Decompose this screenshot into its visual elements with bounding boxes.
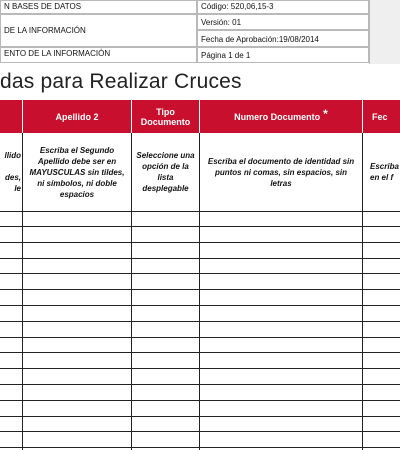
table-row[interactable]	[0, 433, 400, 448]
table-row[interactable]	[0, 307, 400, 322]
instruction-cell-fecha: Escriba en el f	[363, 133, 400, 212]
table-row[interactable]	[0, 354, 400, 369]
table-row[interactable]	[0, 417, 400, 432]
table-row[interactable]	[0, 228, 400, 243]
instruction-cell-numero-documento: Escriba el documento de identidad sin puntos ni comas, sin espacios, sin letras	[200, 133, 363, 212]
header-version: Versión: 01	[197, 14, 369, 30]
table-row[interactable]	[0, 338, 400, 353]
document-header	[0, 0, 400, 64]
table-row[interactable]	[0, 323, 400, 338]
instruction-cell-apellido-2: Escriba el Segundo Apellido debe ser en MAYUSCULAS sin tildes, ni símbolos, ni doble espacios	[23, 133, 132, 212]
instruction-cell-1: llido des, le	[0, 133, 23, 212]
table-row[interactable]	[0, 386, 400, 401]
required-star-icon: *	[323, 106, 328, 121]
column-header-1	[0, 100, 23, 133]
column-header-apellido-2: Apellido 2	[23, 100, 132, 133]
header-code: Código: 520,06,15-3	[197, 0, 369, 14]
column-divider	[22, 133, 23, 450]
header-left-line-1: N BASES DE DATOS	[0, 0, 197, 14]
table-row[interactable]	[0, 259, 400, 274]
instruction-cell-tipo-documento: Seleccione una opción de la lista desplegable	[132, 133, 200, 212]
column-header-tipo-documento: Tipo Documento	[132, 100, 200, 133]
table-row[interactable]	[0, 244, 400, 259]
column-divider	[199, 133, 200, 450]
column-header-numero-documento-label: Numero Documento	[234, 111, 321, 122]
table-row[interactable]	[0, 402, 400, 417]
column-divider	[131, 133, 132, 450]
header-left-line-3: ENTO DE LA INFORMACIÓN	[0, 47, 197, 63]
page-title: das para Realizar Cruces	[0, 70, 242, 93]
header-left-line-2: DE LA INFORMACIÓN	[0, 14, 197, 47]
table-row[interactable]	[0, 212, 400, 227]
header-approval-date: Fecha de Aprobación:19/08/2014	[197, 30, 369, 47]
header-gray-area	[369, 0, 400, 64]
header-page-number: Página 1 de 1	[197, 47, 369, 63]
table-row[interactable]	[0, 370, 400, 385]
column-header-fecha: Fec	[363, 100, 400, 133]
table-row[interactable]	[0, 291, 400, 306]
data-table	[0, 100, 400, 450]
column-header-numero-documento	[200, 100, 363, 133]
column-divider	[362, 133, 363, 450]
table-row[interactable]	[0, 275, 400, 290]
